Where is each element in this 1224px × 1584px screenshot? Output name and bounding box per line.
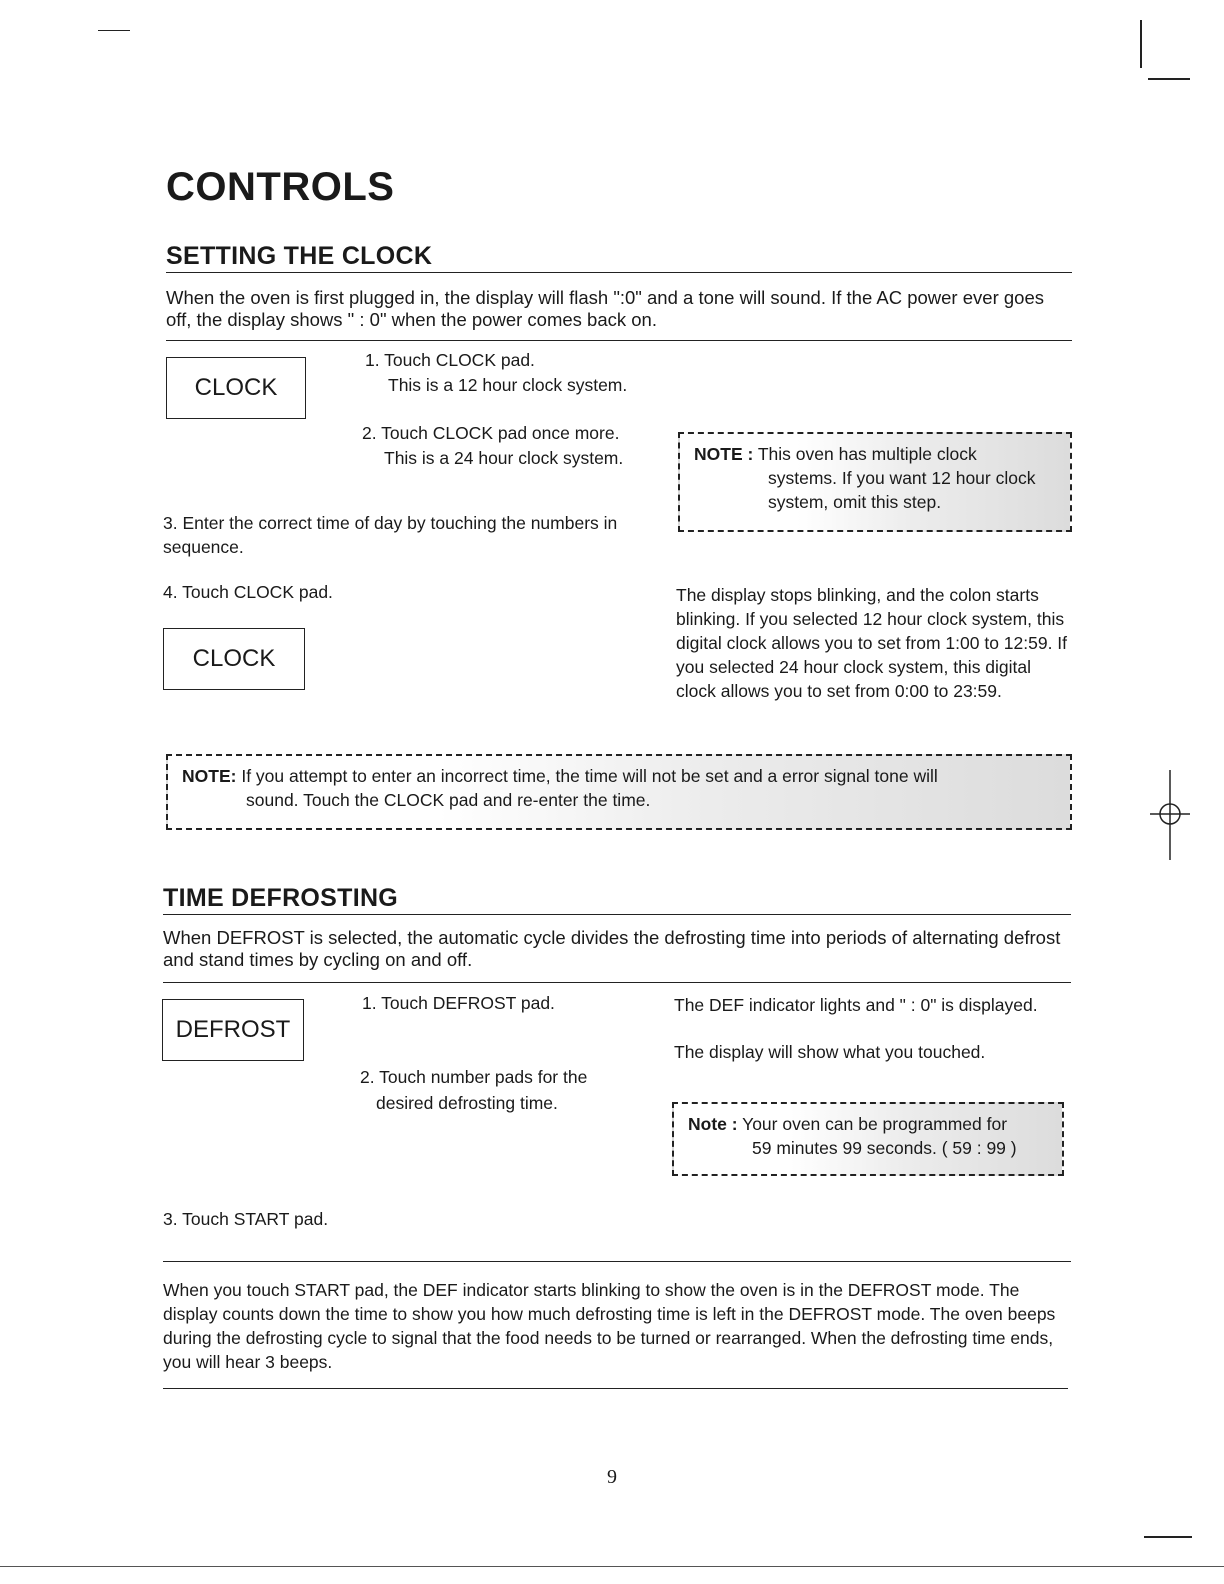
clock-step1: 1. Touch CLOCK pad. [365,350,535,370]
section-heading-clock: SETTING THE CLOCK [166,242,433,270]
note-multiple-clock [678,432,1072,532]
registration-mark [1150,770,1190,860]
clock-intro: When the oven is first plugged in, the display will flash ":0" and a tone will sound. If the AC power ever goes off, the display shows " : 0" when the power comes back on. [166,287,1044,330]
divider [166,340,1072,341]
note-label: NOTE: [182,766,237,786]
defrost-pad-button[interactable]: DEFROST [162,999,304,1061]
defrost-step2-line2: desired defrosting time. [376,1093,558,1113]
defrost-step2-line1: 2. Touch number pads for the [360,1067,588,1087]
crop-mark-horizontal [1148,78,1190,80]
divider [163,982,1071,983]
note-label: Note : [688,1114,738,1134]
section-heading-defrost: TIME DEFROSTING [163,884,399,912]
divider [163,1261,1071,1262]
defrost-step1: 1. Touch DEFROST pad. [362,993,555,1013]
defrost-closing: When you touch START pad, the DEF indicator starts blinking to show the oven is in the DEFROST mode. The display counts down the time to show you how much defrosting time is left in the DEFROST mode. The oven beeps during the defrosting cycle to signal that the food needs to be turned or rearranged. When the defrosting time ends, you will hear 3 beeps. [163,1280,1056,1372]
defrost-intro: When DEFROST is selected, the automatic cycle divides the defrosting time into periods of alternating defrost and stand times by cycling on and off. [163,927,1061,970]
note-line2: sound. Touch the CLOCK pad and re-enter the time. [246,790,651,810]
clock-step3: 3. Enter the correct time of day by touching the numbers in sequence. [163,513,618,557]
clock-display-info: The display stops blinking, and the colon starts blinking. If you selected 12 hour clock system, this digital clock allows you to set from 1:00 to 12:59. If you selected 24 hour clock system, this digital clock allows you to set from 0:00 to 23:59. [676,585,1068,701]
note-line1: Your oven can be programmed for [742,1114,1008,1134]
clock-step2: 2. Touch CLOCK pad once more. [362,423,620,443]
clock-pad-button-2[interactable]: CLOCK [163,628,305,690]
heading-underline [166,272,1072,273]
note-line2: 59 minutes 99 seconds. ( 59 : 99 ) [752,1138,1017,1158]
heading-underline [163,914,1071,915]
note-line1: If you attempt to enter an incorrect time, the time will not be set and a error signal tone will [241,766,938,786]
page-number: 9 [607,1466,617,1488]
clock-step4: 4. Touch CLOCK pad. [163,582,333,602]
crop-mark-horizontal [1144,1536,1192,1538]
bottom-scan-line [0,1566,1224,1567]
clock-step1-sub: This is a 12 hour clock system. [388,375,628,395]
clock-step2-sub: This is a 24 hour clock system. [384,448,624,468]
note-line1: This oven has multiple clock [757,444,977,464]
defrost-step1-result: The DEF indicator lights and " : 0" is displayed. [674,995,1038,1015]
note-line2: systems. If you want 12 hour clock [768,468,1036,488]
divider [163,1388,1068,1389]
note-defrost-max [672,1102,1064,1176]
crop-mark-vertical [1140,20,1142,68]
defrost-step3: 3. Touch START pad. [163,1209,329,1229]
note-label: NOTE : [694,444,754,464]
page-title: CONTROLS [166,165,395,209]
note-incorrect-time [166,754,1072,830]
clock-pad-button[interactable]: CLOCK [166,357,306,419]
defrost-step2-result: The display will show what you touched. [674,1042,986,1062]
corner-mark [98,30,130,31]
note-line3: system, omit this step. [768,492,942,512]
